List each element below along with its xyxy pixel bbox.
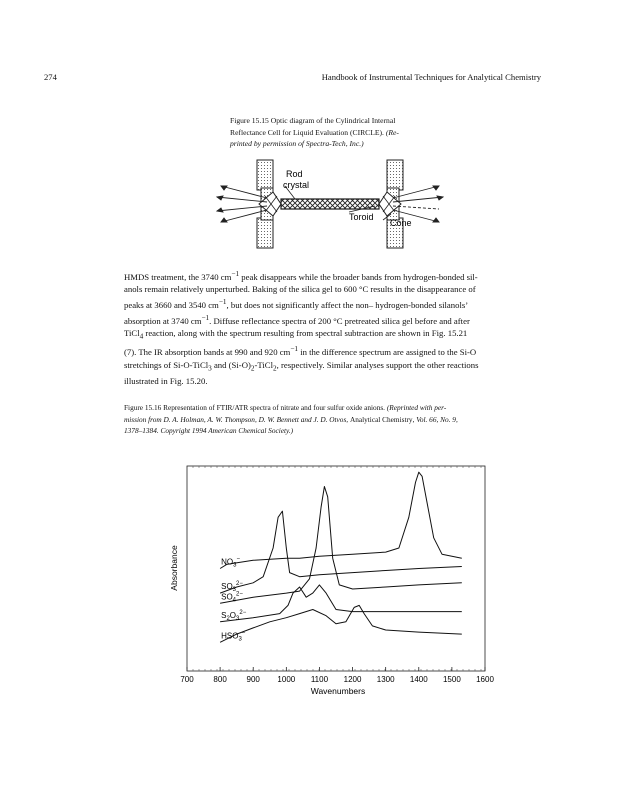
series-label-part: SO [221, 582, 233, 592]
text-line [124, 268, 547, 283]
series-label-part: 2− [236, 591, 243, 598]
text-run: -TiCl [254, 359, 274, 370]
x-axis-ticks [180, 466, 494, 684]
text-run: . Diffuse reflectance spectra of 200 °C pretreated silica gel before and after [209, 315, 470, 326]
x-tick-label: 1400 [409, 675, 428, 684]
text-run: HMDS treatment, the 3740 cm [124, 271, 232, 282]
subscript: 3 [208, 364, 212, 373]
x-tick-label: 1100 [310, 675, 329, 684]
x-tick-label: 800 [213, 675, 227, 684]
caption-line [230, 127, 480, 139]
spectra-series [220, 472, 462, 642]
caption-line: Figure 15.15 Optic diagram of the Cylindrical Internal [230, 116, 396, 125]
series-label-part: 2− [239, 609, 247, 616]
figure-15-16-caption [124, 402, 554, 437]
text-run: absorption at 3740 cm [124, 315, 202, 326]
caption-credit: (Re- [385, 127, 399, 137]
x-tick-label: 900 [246, 675, 260, 684]
cone-label: Cone [390, 218, 412, 228]
series-label-part: HSO [221, 631, 239, 641]
text-line [124, 327, 547, 343]
series-label-part: 3 [233, 562, 237, 569]
x-tick-label: 1300 [376, 675, 395, 684]
figure-15-15-caption [230, 115, 480, 150]
running-title: Handbook of Instrumental Techniques for Analytical Chemistry [321, 72, 541, 82]
spectrum-line [220, 511, 462, 593]
superscript: −1 [231, 270, 240, 278]
caption-line: printed by permission of Spectra-Tech, Inc.) [230, 139, 364, 148]
toroid-label: Toroid [349, 212, 374, 222]
caption-line [124, 414, 554, 426]
text-run: , but does not significantly affect the non– hydrogen-bonded silanols’ [226, 299, 469, 310]
caption-line [124, 402, 554, 414]
text-run: peak disappears while the broader bands from hydrogen-bonded sil- [239, 271, 478, 282]
journal-name: Analytical Chemistry [349, 414, 413, 424]
series-label-part: SO [221, 592, 233, 602]
circle-optic-diagram [215, 158, 445, 250]
text-run: peaks at 3660 and 3540 cm [124, 299, 219, 310]
spectrum-line [220, 487, 462, 604]
x-tick-label: 1000 [277, 675, 296, 684]
x-tick-label: 1600 [476, 675, 494, 684]
text-run: stretchings of Si-O-TiCl [124, 359, 209, 370]
text-run: and (Si-O) [211, 359, 251, 370]
subscript: 2 [273, 364, 277, 373]
text-run: reaction, along with the spectrum resulting from spectral subtraction are shown in Fig. 15.21 [143, 328, 468, 339]
rod-label: Rod [286, 169, 303, 179]
series-label-part: 3 [232, 587, 237, 594]
caption-credit: (Reprinted with per- [386, 403, 447, 412]
series-label-part: 4 [232, 597, 237, 604]
series-label-part: 3 [238, 636, 242, 643]
superscript: −1 [290, 345, 299, 354]
spectrum-line [220, 605, 462, 642]
series-label-part: 2 [226, 615, 230, 622]
text-line [124, 312, 547, 327]
x-tick-label: 700 [180, 675, 194, 684]
subscript: 4 [139, 332, 144, 341]
series-label-part: − [241, 630, 246, 637]
subscript: 2 [250, 364, 255, 373]
series-label-part: 3 [236, 615, 240, 622]
series-label-part: − [236, 556, 240, 563]
series-label-part: 2− [236, 581, 243, 588]
series-label [221, 591, 243, 603]
text-run: TiCl [124, 328, 140, 339]
text-run: , respectively. Similar analyses support the other reactions [276, 359, 479, 370]
superscript: −1 [218, 298, 227, 307]
x-axis-label: Wavenumbers [310, 686, 366, 696]
y-axis-label: Absorbance [169, 545, 179, 591]
text-line [124, 296, 547, 311]
x-tick-label: 1200 [343, 675, 362, 684]
caption-credit: mission from D. A. Holman, A. W. Thompson, D. W. Bennett and J. D. Otvos, [124, 414, 350, 424]
caption-text: Reflectance Cell for Liquid Evaluation (CIRCLE). [230, 127, 386, 137]
page-number: 274 [44, 72, 57, 82]
series-label-part: S [221, 610, 227, 620]
caption-line: 1378–1384. Copyright 1994 American Chemical Society.) [124, 426, 294, 435]
series-label-part: NO [221, 557, 234, 567]
text-run: in the difference spectrum are assigned to the Si-O [298, 347, 477, 358]
spectrum-line [220, 472, 462, 568]
ftir-spectra-chart [160, 460, 500, 710]
text-line: anols remain relatively unperturbed. Baking of the silica gel to 600 °C results in the disappearance of [124, 284, 476, 295]
body-paragraph [124, 268, 547, 388]
caption-credit: , Vol. 66, No. 9, [412, 414, 458, 424]
superscript: −1 [201, 313, 210, 322]
caption-text: Figure 15.16 Representation of FTIR/ATR spectra of nitrate and four sulfur oxide anions. [124, 403, 387, 412]
series-label-part: O [229, 610, 237, 620]
rod-crystal [281, 199, 379, 209]
spectrum-line [220, 585, 462, 622]
text-line: illustrated in Fig. 15.20. [124, 376, 208, 387]
x-tick-label: 1500 [442, 675, 461, 684]
text-line [124, 343, 547, 358]
text-line [124, 359, 547, 375]
crystal-label: crystal [283, 180, 310, 190]
text-run: (7). The IR absorption bands at 990 and 920 cm [124, 347, 291, 358]
